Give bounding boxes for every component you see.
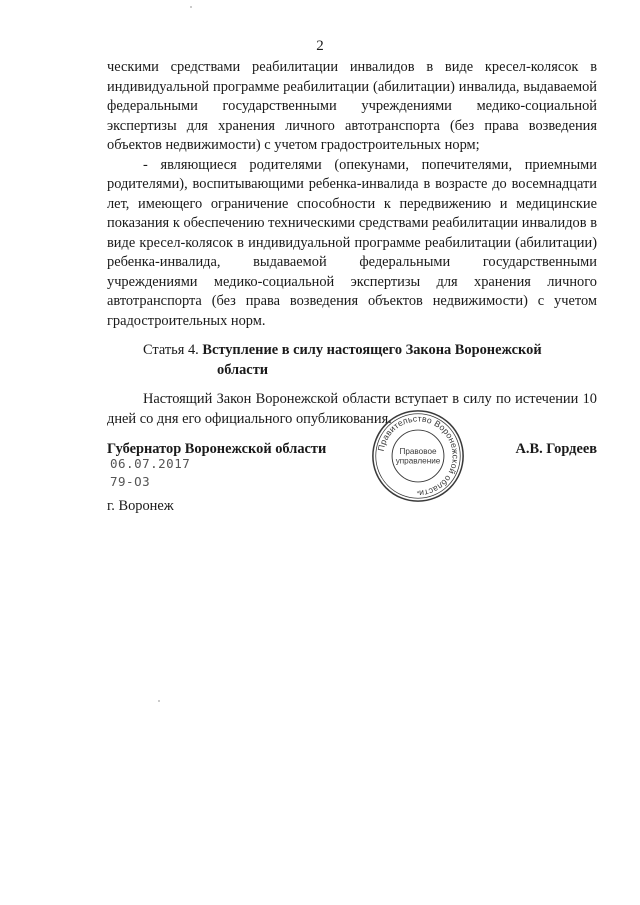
seal-center-line1: Правовое <box>399 447 437 457</box>
paragraph-continuation: ческими средствами реабилитации инвалидов в виде кресел-колясок в индивидуальной программе реабилитации (абилитации) инвалида, выдаваемой федеральными государственными учреждениями медико-социальной экспертизы для хранения личного автотранспорта (без права возведения объектов недвижимости) с учетом градостроительных норм; <box>107 59 597 153</box>
official-seal-icon <box>370 408 466 504</box>
registration-date: 06.07.2017 <box>110 456 191 471</box>
paragraph-list-item: - являющиеся родителями (опекунами, попечителями, приемными родителями), воспитывающими ребенка-инвалида в возрасте до восемнадцати лет, имеющего ограничение способности к передвижению и медицинские показания к обеспечению техническими средствами реабилитации инвалидов в виде кресел-колясок в индивидуальной программе реабилитации (абилитации) ребенка-инвалида, выдаваемой федеральными государственными учреждениями медико-социальной экспертизы для хранения личного автотранспорта (без права возведения объектов недвижимости) с учетом градостроительных норм. <box>107 156 597 329</box>
signatory-position: Губернатор Воронежской области <box>107 441 327 457</box>
city: г. Воронеж <box>107 498 174 514</box>
article-title-line2: области <box>217 361 269 378</box>
article-text: Настоящий Закон Воронежской области вступает в силу по истечении 10 дней со дня его официального опубликования. <box>107 391 597 427</box>
document-body <box>107 58 597 429</box>
article-title-line1: Вступление в силу настоящего Закона Воронежской <box>202 342 542 358</box>
page-number: 2 <box>316 38 324 54</box>
scan-speck <box>158 700 160 702</box>
seal-center-line2: управление <box>395 456 441 466</box>
signatory-name: А.В. Гордеев <box>515 441 597 457</box>
article-label: Статья 4. <box>143 342 199 358</box>
svg-text:*: * <box>416 490 420 498</box>
article-heading <box>107 341 597 380</box>
seal-ring-text: Правительство Воронежской области <box>375 413 461 499</box>
scan-speck <box>190 6 192 8</box>
registration-number: 79-ОЗ <box>110 474 151 489</box>
